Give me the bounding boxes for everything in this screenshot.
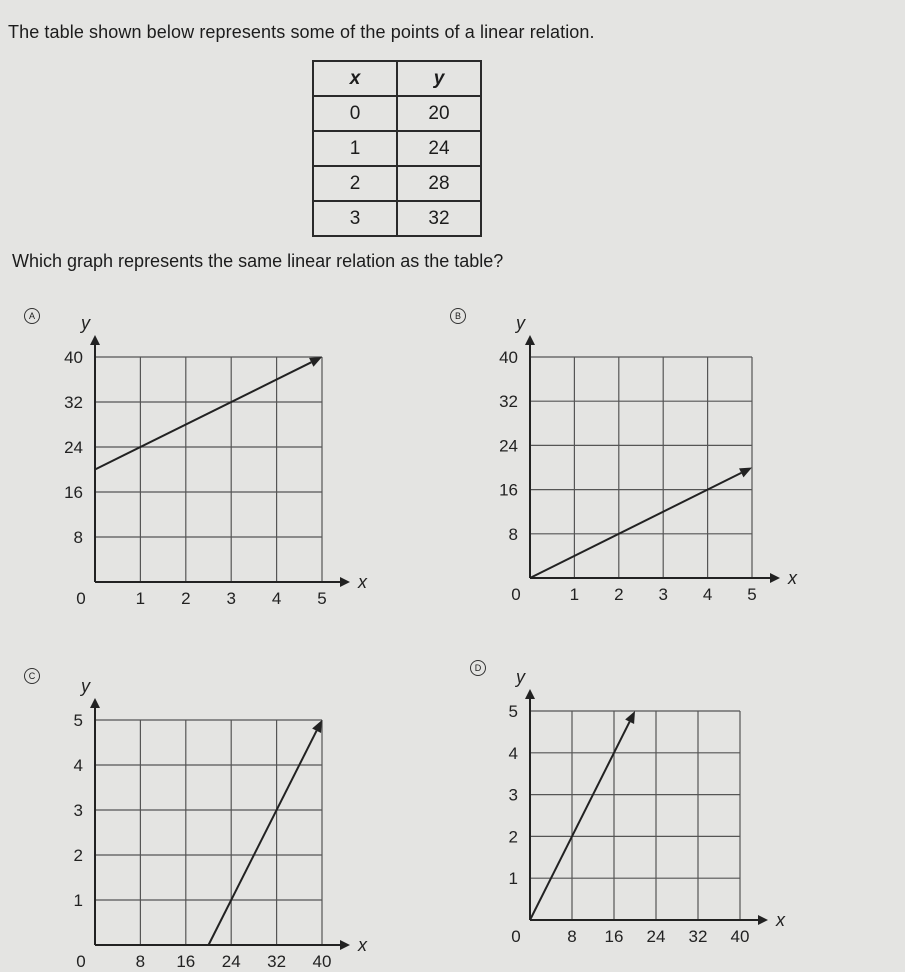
y-axis-arrow <box>525 689 535 699</box>
x-tick-label: 2 <box>614 585 624 604</box>
table-cell: 3 <box>313 201 397 236</box>
x-tick-label: 24 <box>221 952 241 971</box>
table-cell: 20 <box>397 96 481 131</box>
x-tick-label: 40 <box>730 927 750 946</box>
x-tick-label: 0 <box>511 585 521 604</box>
y-tick-label: 1 <box>73 891 83 910</box>
x-axis-label: x <box>358 935 367 955</box>
y-tick-label: 24 <box>499 436 518 456</box>
x-tick-label: 32 <box>267 952 287 971</box>
y-tick-label: 24 <box>64 438 83 457</box>
table-cell: 0 <box>313 96 397 131</box>
x-tick-label: 4 <box>271 589 282 608</box>
x-tick-label: 8 <box>135 952 146 971</box>
y-tick-label: 16 <box>499 480 518 500</box>
table-header-x: x <box>313 61 397 96</box>
y-tick-label: 3 <box>73 801 83 820</box>
y-axis-label: y <box>81 313 90 333</box>
option-d-marker[interactable]: D <box>470 660 486 676</box>
x-tick-label: 5 <box>317 589 327 608</box>
x-axis-label: x <box>776 910 785 930</box>
y-tick-label: 8 <box>508 524 518 544</box>
x-axis-label: x <box>358 572 367 592</box>
x-tick-label: 0 <box>511 927 521 946</box>
x-tick-label: 24 <box>646 927 666 946</box>
x-tick-label: 5 <box>747 585 757 604</box>
y-tick-label: 4 <box>73 756 83 775</box>
y-tick-label: 2 <box>73 846 83 865</box>
table-cell: 32 <box>397 201 481 236</box>
x-tick-label: 0 <box>76 952 86 971</box>
y-axis-label: y <box>516 667 525 687</box>
table-header-y: y <box>397 61 481 96</box>
y-tick-label: 1 <box>508 869 518 889</box>
x-tick-label: 0 <box>76 589 86 608</box>
y-tick-label: 32 <box>499 392 518 412</box>
x-tick-label: 4 <box>702 585 713 604</box>
table-cell: 2 <box>313 166 397 201</box>
y-axis-label: y <box>81 676 90 696</box>
y-tick-label: 40 <box>499 348 518 367</box>
x-axis-label: x <box>788 568 797 588</box>
x-tick-label: 16 <box>604 927 624 946</box>
x-tick-label: 8 <box>567 927 577 946</box>
x-tick-label: 1 <box>135 589 146 608</box>
y-tick-label: 32 <box>64 393 83 412</box>
option-c-marker[interactable]: C <box>24 668 40 684</box>
y-tick-label: 16 <box>64 483 83 502</box>
x-tick-label: 32 <box>688 927 708 946</box>
series-line <box>530 722 630 920</box>
x-tick-label: 2 <box>181 589 191 608</box>
y-tick-label: 5 <box>73 711 83 730</box>
x-tick-label: 16 <box>176 952 196 971</box>
y-tick-label: 5 <box>508 702 518 721</box>
question-intro: The table shown below represents some of the points of a linear relation. <box>8 22 595 42</box>
option-a-marker[interactable]: A <box>24 308 40 324</box>
y-tick-label: 2 <box>508 827 518 847</box>
y-tick-label: 8 <box>73 528 83 547</box>
x-tick-label: 40 <box>312 952 332 971</box>
x-axis-arrow <box>758 915 768 925</box>
option-b-marker[interactable]: B <box>450 308 466 324</box>
x-tick-label: 1 <box>569 585 580 604</box>
table-cell: 24 <box>397 131 481 166</box>
table-cell: 1 <box>313 131 397 166</box>
y-tick-label: 40 <box>64 348 83 367</box>
x-tick-label: 3 <box>226 589 236 608</box>
y-tick-label: 3 <box>508 785 518 805</box>
y-tick-label: 4 <box>508 743 518 763</box>
question-prompt: Which graph represents the same linear relation as the table? <box>12 251 504 271</box>
y-axis-label: y <box>516 313 525 333</box>
table-cell: 28 <box>397 166 481 201</box>
x-tick-label: 3 <box>658 585 668 604</box>
